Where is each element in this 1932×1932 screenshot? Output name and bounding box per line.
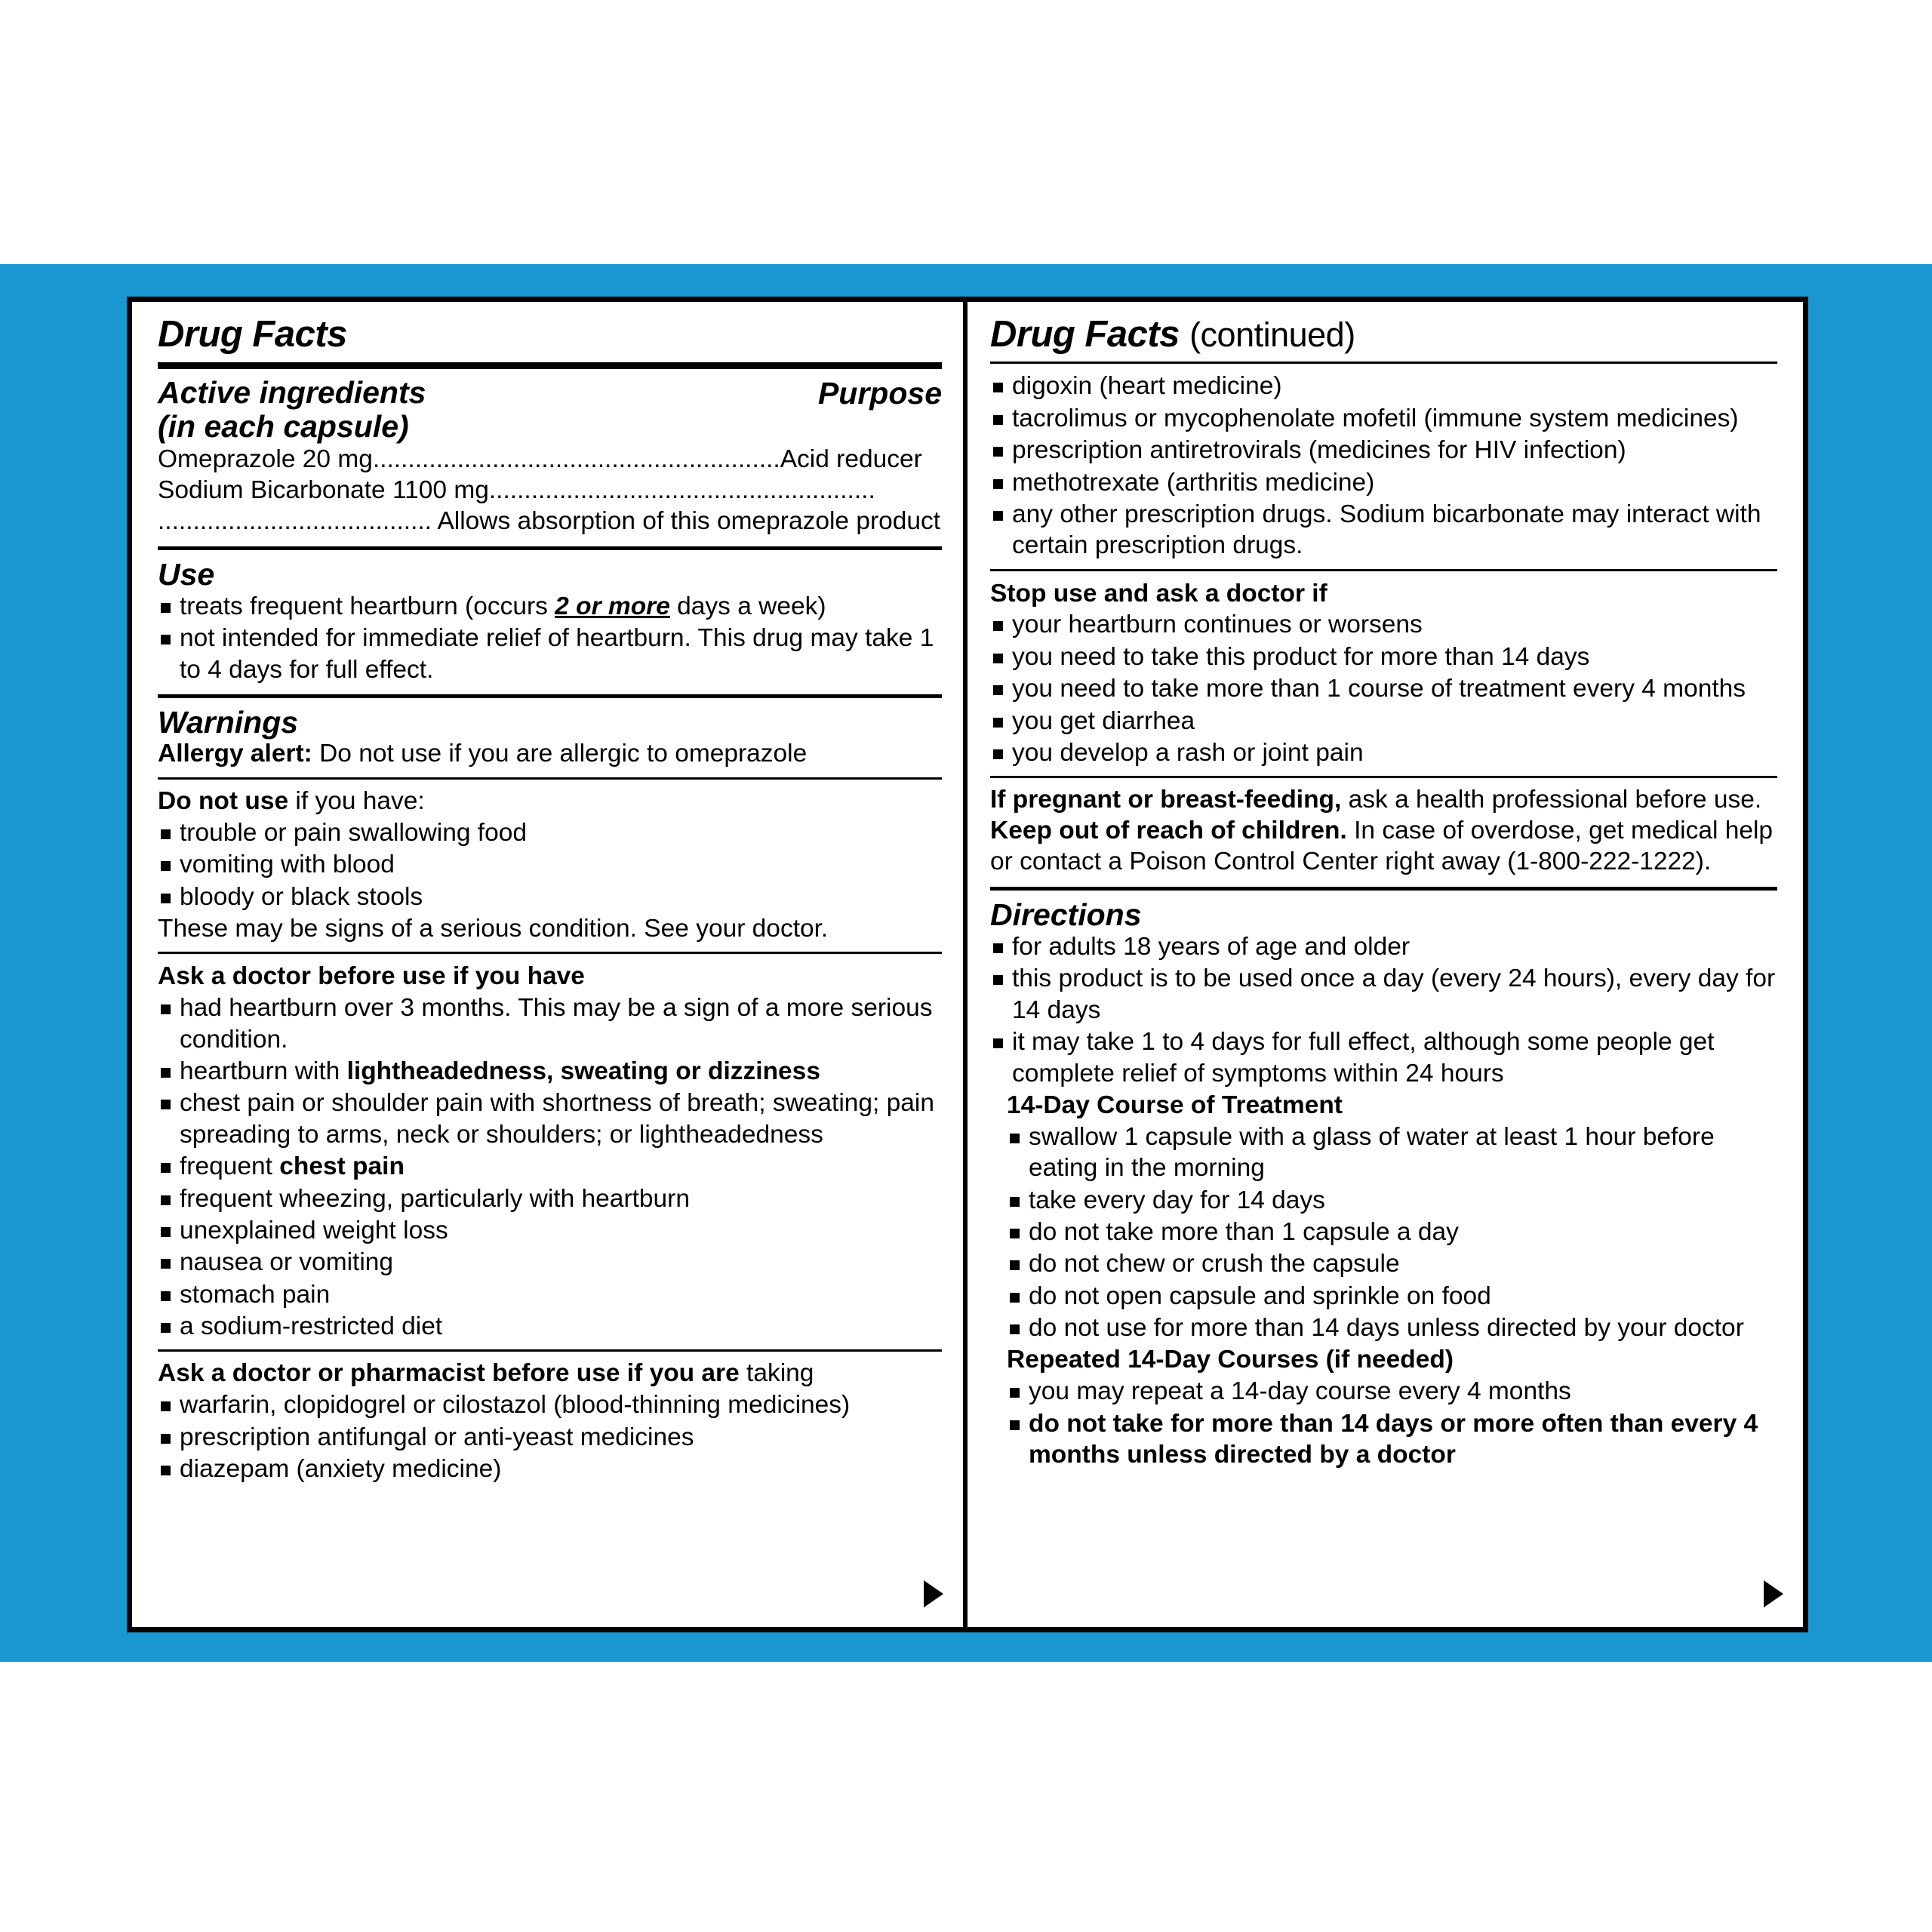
active-ingredient-row-3: ....................................... Allows absorption of this omeprazole product xyxy=(158,506,941,535)
repeat-heading: Repeated 14-Day Courses (if needed) xyxy=(1007,1346,1454,1374)
list-item: diazepam (anxiety medicine) xyxy=(158,1454,942,1484)
drug-facts-title: Drug Facts xyxy=(158,314,347,355)
stop-use-list xyxy=(990,609,1777,768)
divider-ask-doctor xyxy=(158,952,942,954)
active-ingredient-row-2: Sodium Bicarbonate 1100 mg....................................................... xyxy=(158,475,875,504)
divider-title xyxy=(158,362,942,369)
children-warning xyxy=(990,816,1777,878)
ask-pharmacist-label: Ask a doctor or pharmacist before use if you are xyxy=(158,1359,740,1388)
drug-facts-continued-title-main: Drug Facts xyxy=(990,314,1180,355)
allergy-alert-text: Do not use if you are allergic to omeprazole xyxy=(312,740,808,768)
active-ingredients-heading-line1: Active ingredients xyxy=(158,375,426,411)
list-item-bold: do not take for more than 14 days or more often than every 4 months unless directed by a doctor xyxy=(1007,1408,1777,1471)
continuation-arrow-icon xyxy=(1764,1580,1783,1607)
list-item: you get diarrhea xyxy=(990,706,1777,737)
ask-doctor-list xyxy=(158,992,942,1342)
do-not-use-footer: These may be signs of a serious condition. See your doctor. xyxy=(158,914,829,943)
course-list xyxy=(990,1121,1777,1344)
active-ingredients-heading-line2: (in each capsule) xyxy=(158,408,409,444)
list-item: a sodium-restricted diet xyxy=(158,1311,942,1342)
list-item: you develop a rash or joint pain xyxy=(990,737,1777,768)
children-warning-text: In case of overdose, get medical help or contact a Poison Control Center right away (1-800-222-1222). xyxy=(990,817,1774,875)
allergy-alert-label: Allergy alert: xyxy=(158,740,312,768)
list-item: nausea or vomiting xyxy=(158,1247,942,1278)
continued-interactions-list xyxy=(990,371,1777,561)
directions-heading: Directions xyxy=(990,897,1142,932)
list-item: do not chew or crush the capsule xyxy=(1007,1248,1777,1279)
list-item: take every day for 14 days xyxy=(1007,1185,1777,1216)
list-item: for adults 18 years of age and older xyxy=(990,931,1777,962)
list-item: methotrexate (arthritis medicine) xyxy=(990,467,1777,498)
do-not-use-text: if you have: xyxy=(288,787,425,816)
divider-pregnancy xyxy=(990,776,1777,778)
allergy-alert xyxy=(158,739,942,770)
active-ingredient-row-1: Omeprazole 20 mg..........................................................Acid reducer xyxy=(158,445,922,473)
use-list xyxy=(158,591,942,685)
drug-facts-continued-title xyxy=(990,315,1777,354)
divider-do-not-use xyxy=(158,777,942,780)
directions-list xyxy=(990,931,1777,1089)
drug-facts-continued-suffix: (continued) xyxy=(1189,315,1355,354)
list-item: warfarin, clopidogrel or cilostazol (blood-thinning medicines) xyxy=(158,1389,942,1420)
list-item: this product is to be used once a day (every 24 hours), every day for 14 days xyxy=(990,963,1777,1026)
do-not-use-list xyxy=(158,817,942,912)
purpose-heading: Purpose xyxy=(817,376,942,411)
divider-continued-title xyxy=(990,361,1777,364)
list-item: frequent chest pain xyxy=(158,1151,942,1182)
list-item: unexplained weight loss xyxy=(158,1215,942,1246)
list-item: had heartburn over 3 months. This may be a sign of a more serious condition. xyxy=(158,992,942,1055)
list-item: tacrolimus or mycophenolate mofetil (immune system medicines) xyxy=(990,403,1777,434)
list-item: prescription antifungal or anti-yeast medicines xyxy=(158,1422,942,1453)
ask-pharmacist-heading xyxy=(158,1358,942,1389)
divider-warnings xyxy=(158,694,942,698)
divider-stop-use xyxy=(990,569,1777,571)
list-item: bloody or black stools xyxy=(158,881,942,912)
left-column xyxy=(132,302,968,1627)
stop-use-heading: Stop use and ask a doctor if xyxy=(990,579,1327,608)
do-not-use-label: Do not use xyxy=(158,787,289,816)
active-ingredients-heading xyxy=(158,376,426,443)
use-item-pre: treats frequent heartburn (occurs xyxy=(180,592,555,620)
warnings-heading: Warnings xyxy=(158,704,299,740)
list-item: digoxin (heart medicine) xyxy=(990,371,1777,401)
list-item: trouble or pain swallowing food xyxy=(158,817,942,848)
divider-ask-pharmacist xyxy=(158,1349,942,1352)
use-item: not intended for immediate relief of heartburn. This drug may take 1 to 4 days for full effect. xyxy=(158,623,942,685)
list-item: vomiting with blood xyxy=(158,849,942,880)
do-not-use-heading xyxy=(158,786,942,817)
list-item: you need to take more than 1 course of treatment every 4 months xyxy=(990,673,1777,704)
list-item: heartburn with lightheadedness, sweating or dizziness xyxy=(158,1056,942,1087)
pregnancy-warning-label: If pregnant or breast-feeding, xyxy=(990,786,1342,814)
divider-use xyxy=(158,546,942,550)
list-item: swallow 1 capsule with a glass of water at least 1 hour before eating in the morning xyxy=(1007,1121,1777,1184)
use-heading: Use xyxy=(158,556,215,592)
continuation-arrow-icon xyxy=(924,1580,943,1607)
list-item: any other prescription drugs. Sodium bicarbonate may interact with certain prescription drugs. xyxy=(990,499,1777,561)
list-item: do not take more than 1 capsule a day xyxy=(1007,1217,1777,1247)
children-warning-label: Keep out of reach of children. xyxy=(990,817,1347,845)
divider-directions xyxy=(990,887,1777,891)
list-item: it may take 1 to 4 days for full effect, although some people get complete relief of symptoms within 24 hours xyxy=(990,1026,1777,1089)
list-item: prescription antiretrovirals (medicines for HIV infection) xyxy=(990,435,1777,466)
course-heading: 14-Day Course of Treatment xyxy=(1007,1091,1343,1119)
right-column xyxy=(968,302,1803,1627)
list-item: stomach pain xyxy=(158,1279,942,1310)
use-item xyxy=(158,591,942,622)
list-item: you need to take this product for more than 14 days xyxy=(990,641,1777,672)
list-item: chest pain or shoulder pain with shortness of breath; sweating; pain spreading to arms, neck or shoulders; or lightheadedness xyxy=(158,1088,942,1150)
list-item: do not use for more than 14 days unless directed by your doctor xyxy=(1007,1312,1777,1343)
list-item: you may repeat a 14-day course every 4 months xyxy=(1007,1376,1777,1407)
use-item-post: days a week) xyxy=(669,592,826,620)
ask-pharmacist-list xyxy=(158,1389,942,1484)
active-ingredients-header xyxy=(158,376,942,443)
pregnancy-warning-text: ask a health professional before use. xyxy=(1341,786,1762,814)
list-item: frequent wheezing, particularly with heartburn xyxy=(158,1183,942,1214)
list-item: do not open capsule and sprinkle on food xyxy=(1007,1281,1777,1312)
ask-pharmacist-text: taking xyxy=(739,1359,814,1388)
drug-facts-panel xyxy=(127,297,1808,1632)
repeat-list xyxy=(990,1376,1777,1470)
list-item: your heartburn continues or worsens xyxy=(990,609,1777,640)
ask-doctor-heading: Ask a doctor before use if you have xyxy=(158,962,585,991)
pregnancy-warning xyxy=(990,785,1777,816)
use-item-emph: 2 or more xyxy=(555,592,670,620)
